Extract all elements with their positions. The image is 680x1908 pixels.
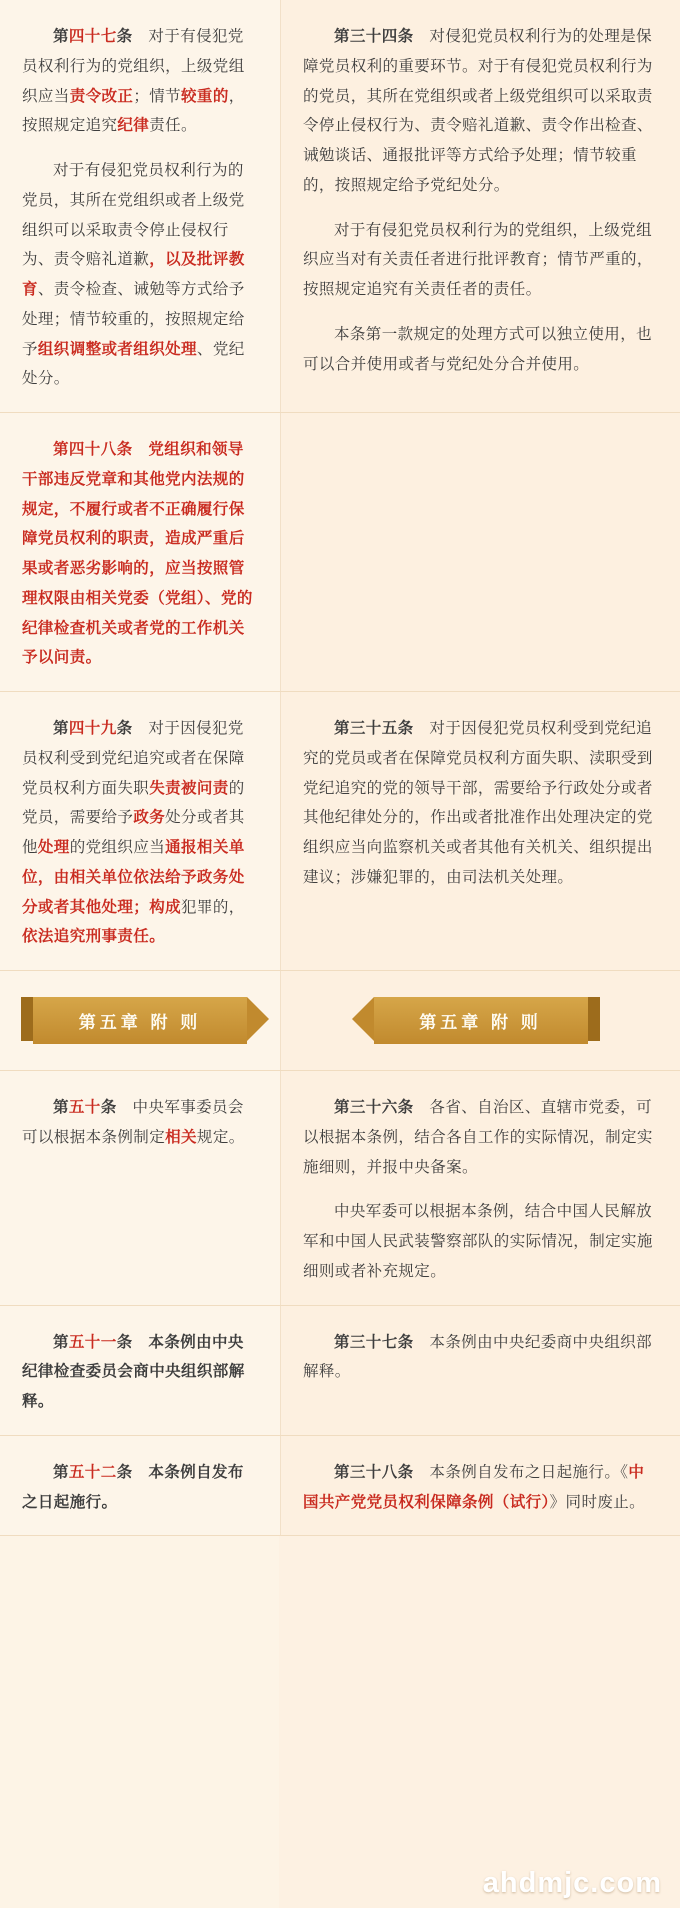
highlight-text: 纪律	[117, 117, 150, 135]
highlight-text: 四十七	[68, 28, 117, 45]
article-label: 第	[53, 1463, 69, 1481]
article-cell-left	[0, 1306, 280, 1435]
article-label: 条	[116, 28, 133, 45]
body-text: 本条例由中央纪委商中央组织部解释。	[303, 1333, 653, 1381]
paragraph	[22, 435, 258, 673]
body-text: 本条例自发布之日起施行。《	[413, 1463, 629, 1481]
article-label: 第三十八条	[334, 1463, 414, 1481]
table-row	[0, 1071, 680, 1306]
chapter-banner-left	[0, 971, 280, 1070]
body-text: 对于有侵犯党员权利行为的党组织，上级党组织应当	[22, 28, 245, 105]
body-text: 中央军委可以根据本条例，结合中国人民解放军和中国人民武装警察部队的实际情况，制定实施细则或者补充规定。	[303, 1203, 653, 1280]
highlight-text: 组织调整或者组织处理	[37, 340, 197, 358]
body-text: 对于因侵犯党员权利受到党纪追究或者在保障党员权利方面失职	[22, 720, 245, 797]
article-cell-left	[0, 692, 280, 970]
article-cell-left	[0, 413, 280, 691]
paragraph	[303, 1093, 658, 1182]
chapter-title-right: 第五章 附 则	[419, 1013, 542, 1032]
paragraph	[22, 1458, 258, 1518]
highlight-text: 四十九	[68, 720, 117, 737]
article-label: 本条例由中央纪律检查委员会商中央组织部解释。	[22, 1333, 245, 1410]
highlight-text: 五十二	[68, 1463, 117, 1481]
article-label: 第	[53, 28, 69, 45]
paragraph	[303, 1197, 658, 1286]
highlight-text: 第四十八条 党组织和领导干部违反党章和其他党内法规的规定，不履行或者不正确履行保障党员权利的职责，造成严重后果或者恶劣影响的，应当按照管理权限由相关党委（党组）、党的纪律检查机关或者党的工作机关予以问责。	[22, 441, 253, 667]
body-text: 的党员，需要给予	[22, 779, 245, 827]
body-text: 处分或者其他	[22, 809, 245, 856]
body-text: 对于有侵犯党员权利行为的党组织，上级党组织应当对有关责任者进行批评教育；情节严重的，按照规定追究有关责任者的责任。	[303, 221, 653, 298]
article-label: 条	[116, 1463, 133, 1481]
body-text: 责任。	[149, 117, 197, 135]
highlight-text: 政务	[133, 809, 166, 827]
table-row	[0, 1436, 680, 1537]
article-cell-left	[0, 1436, 280, 1536]
article-label: 第	[53, 1099, 69, 1116]
body-text: 各省、自治区、直辖市党委，可以根据本条例，结合各自工作的实际情况，制定实施细则，并报中央备案。	[303, 1099, 653, 1176]
site-watermark: ahdmjc.com	[482, 1867, 662, 1899]
article-label: 第三十五条	[334, 720, 414, 737]
body-text: 对于因侵犯党员权利受到党纪追究的党员或者在保障党员权利方面失职、渎职受到党纪追究的党的领导干部，需要给予行政处分或者其他纪律处分的，作出或者批准作出处理决定的党组织应当向监察机关或者其他有关机关、组织提出建议；涉嫌犯罪的，由司法机关处理。	[303, 720, 653, 886]
article-label: 本条例自发布之日起施行。	[22, 1463, 244, 1511]
highlight-text: 相关	[165, 1128, 197, 1146]
chapter-title-left: 第五章 附 则	[78, 1013, 202, 1032]
article-cell-right	[280, 413, 680, 691]
article-cell-right	[280, 692, 680, 970]
body-text: 规定。	[196, 1128, 245, 1146]
table-row	[0, 413, 680, 692]
article-cell-right	[280, 1306, 680, 1435]
body-text: 、党纪处分。	[22, 340, 245, 388]
table-row	[0, 692, 680, 971]
highlight-text: ，以及批评教育	[22, 251, 245, 298]
body-text: 犯罪的，	[181, 898, 245, 916]
article-label: 第	[53, 720, 69, 737]
ribbon-tail-icon	[588, 997, 600, 1041]
body-text: ；情节	[133, 87, 182, 105]
body-text: 对于有侵犯党员权利行为的党员，其所在党组织或者上级党组织可以采取责令停止侵权行为、责令赔礼道歉	[22, 162, 245, 269]
body-text: 本条第一款规定的处理方式可以独立使用，也可以合并使用或者与党纪处分合并使用。	[303, 325, 653, 373]
paragraph	[22, 156, 258, 394]
highlight-text: 失责被问责	[149, 779, 229, 797]
paragraph	[303, 714, 658, 893]
highlight-text: 五十一	[68, 1333, 117, 1351]
article-label: 第三十六条	[334, 1099, 414, 1116]
paragraph	[22, 1093, 258, 1153]
body-text: 的党组织应当	[69, 839, 166, 856]
highlight-text: 较重的	[181, 87, 229, 105]
paragraph	[303, 320, 658, 380]
table-row	[0, 1306, 680, 1436]
chapter-banner-row	[0, 971, 680, 1071]
article-cell-right	[280, 1071, 680, 1305]
paragraph	[303, 1328, 658, 1388]
highlight-text: 通报相关单位，由相关单位依法给予政务处分或者其他处理；构成	[22, 839, 245, 916]
body-text: 、责令检查、诫勉等方式给予处理；情节较重的，按照规定给予	[22, 281, 245, 358]
highlight-text: 依法追究刑事责任。	[22, 928, 166, 946]
highlight-text: 处理	[37, 839, 70, 856]
article-cell-left	[0, 1071, 280, 1305]
highlight-text: 责令改正	[69, 87, 134, 105]
chapter-banner-right	[280, 971, 680, 1070]
paragraph	[22, 1328, 258, 1417]
ribbon-tail-icon	[21, 997, 33, 1041]
body-text: 对侵犯党员权利行为的处理是保障党员权利的重要环节。对于有侵犯党员权利行为的党员，其所在党组织或者上级党组织可以采取责令停止侵权行为、责令赔礼道歉、责令作出检查、诫勉谈话、通报批评等方式给予处理；情节较重的，按照规定给予党纪处分。	[303, 28, 653, 194]
article-label: 第三十四条	[334, 28, 414, 45]
highlight-text: 中国共产党党员权利保障条例（试行）	[303, 1463, 645, 1511]
article-label: 条	[116, 1333, 133, 1351]
body-text: 中央军事委员会可以根据本条例制定	[22, 1099, 244, 1146]
article-cell-right	[280, 1436, 680, 1536]
paragraph	[22, 22, 258, 141]
paragraph	[303, 1458, 658, 1518]
article-label: 第	[53, 1333, 69, 1351]
article-label: 第三十七条	[334, 1333, 414, 1351]
chapter-ribbon-right	[374, 997, 588, 1044]
article-label: 条	[116, 720, 133, 737]
highlight-text: 五十	[68, 1099, 101, 1116]
chapter-ribbon-left	[33, 997, 247, 1044]
article-cell-left	[0, 0, 280, 412]
body-text: ，按照规定追究	[22, 87, 245, 135]
table-row	[0, 0, 680, 413]
paragraph	[303, 216, 658, 305]
body-text: 》同时废止。	[549, 1493, 646, 1511]
paragraph	[303, 22, 658, 201]
article-cell-right	[280, 0, 680, 412]
article-label: 条	[100, 1099, 117, 1116]
paragraph	[22, 714, 258, 952]
